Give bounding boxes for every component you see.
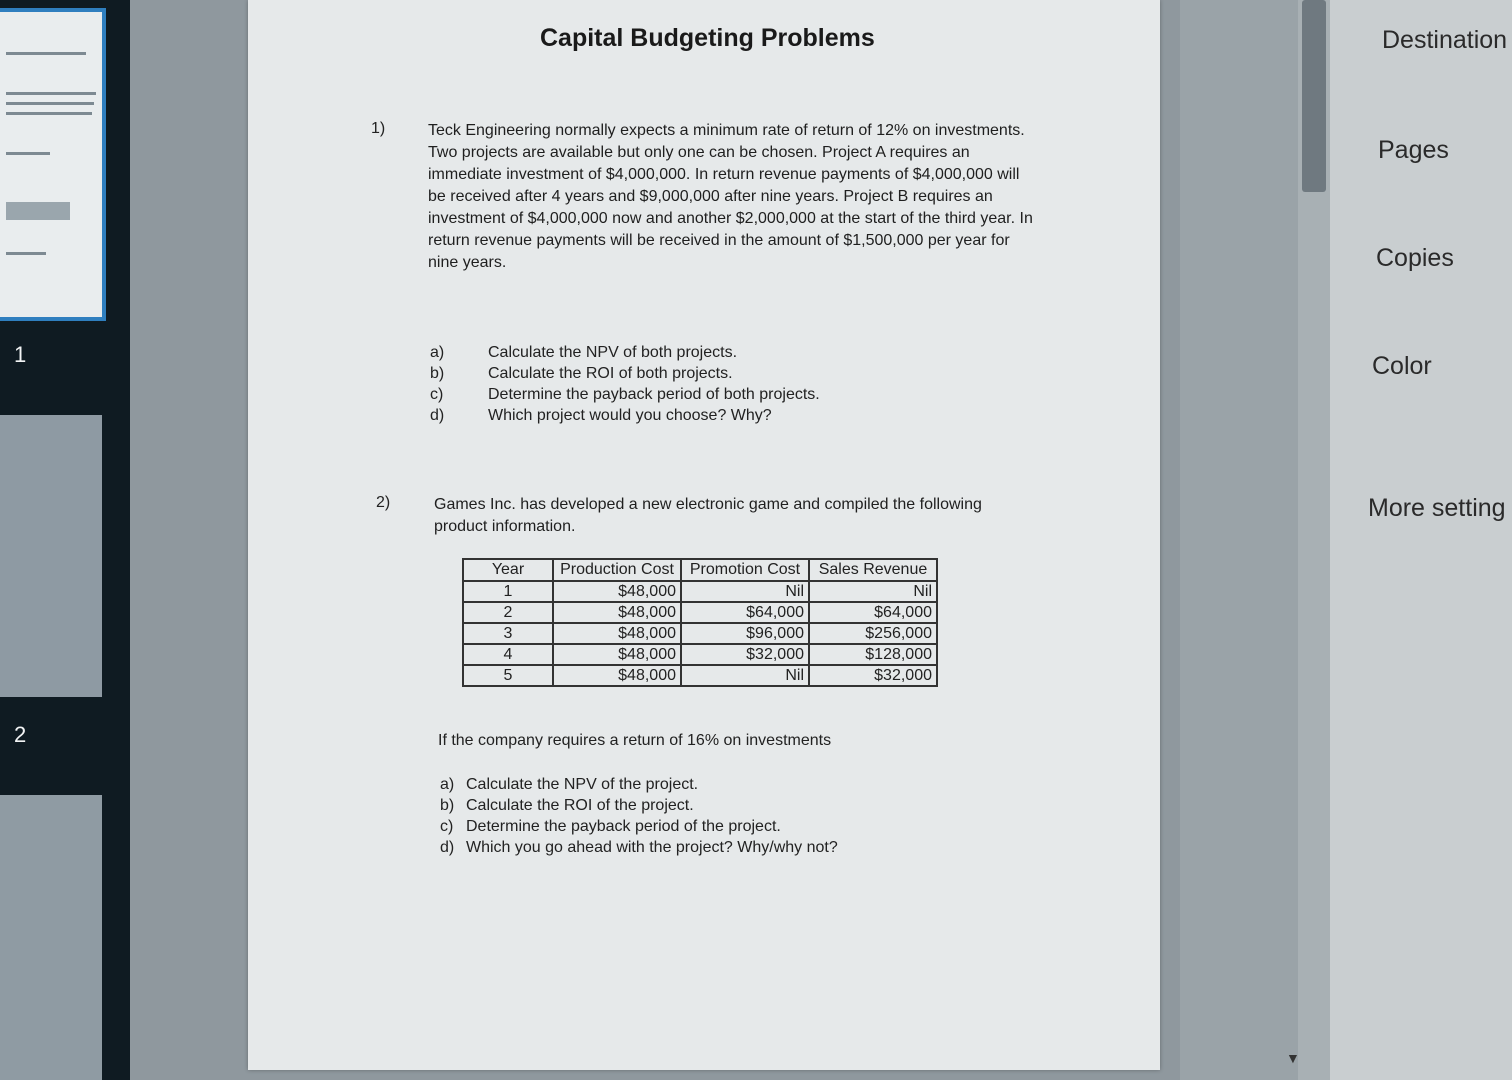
col-header-production-cost: Production Cost: [553, 559, 681, 581]
more-settings-toggle[interactable]: More setting: [1368, 494, 1506, 522]
table-cell: $48,000: [553, 644, 681, 665]
page-thumbnail-3[interactable]: [0, 795, 102, 1080]
thumb-table: [6, 202, 70, 220]
thumb-text-line: [6, 92, 96, 95]
part-text: Which you go ahead with the project? Why/why not?: [466, 839, 838, 856]
table-cell: $128,000: [809, 644, 937, 665]
part-label: b): [440, 797, 455, 814]
destination-setting-label[interactable]: Destination: [1382, 26, 1508, 54]
thumb-text-line: [6, 152, 50, 155]
part-text: Calculate the ROI of the project.: [466, 797, 694, 814]
page-thumbnail-1[interactable]: [0, 8, 106, 321]
list-item: [440, 795, 838, 816]
list-item: [430, 342, 820, 363]
scroll-down-arrow-icon[interactable]: ▼: [1286, 1050, 1300, 1066]
table-cell: $32,000: [681, 644, 809, 665]
part-text: Calculate the ROI of both projects.: [488, 365, 733, 382]
table-cell: Nil: [681, 665, 809, 686]
list-item: [430, 384, 820, 405]
part-text: Calculate the NPV of the project.: [466, 776, 699, 793]
part-label: c): [440, 818, 454, 835]
thumb-text-line: [6, 112, 92, 115]
product-info-table: [462, 558, 938, 687]
list-item: [440, 774, 838, 795]
part-text: Calculate the NPV of both projects.: [488, 344, 738, 361]
table-cell: $64,000: [809, 602, 937, 623]
table-cell: $64,000: [681, 602, 809, 623]
question-1-number: 1): [371, 120, 386, 137]
question-1-text: Teck Engineering normally expects a minimum rate of return of 12% on investments. Two projects are available but only one can be chosen. Project A requires an immediate investment of $4,000,000. In return revenue payments of $4,000,000 will be received after 4 years and $9,000,000 after nine years. Project B requires an investment of $4,000,000 now and another $2,000,000 at the start of the third year. In return revenue payments will be received in the amount of $1,500,000 per year for nine years.: [428, 122, 1033, 271]
part-label: d): [440, 839, 455, 856]
table-cell: 2: [463, 602, 553, 623]
page-thumbnail-strip: [0, 0, 130, 1080]
table-cell: 3: [463, 623, 553, 644]
col-header-year: Year: [463, 559, 553, 581]
table-header-row: [463, 559, 937, 581]
page-number-2: 2: [14, 722, 27, 747]
table-row: [463, 602, 937, 623]
table-cell: $48,000: [553, 623, 681, 644]
table-cell: $48,000: [553, 581, 681, 602]
table-cell: Nil: [809, 581, 937, 602]
preview-scrollbar-thumb[interactable]: [1302, 0, 1326, 192]
page-number-1: 1: [14, 342, 27, 367]
document-page: [248, 0, 1160, 1070]
table-cell: Nil: [681, 581, 809, 602]
list-item: [430, 363, 820, 384]
table-cell: 5: [463, 665, 553, 686]
list-item: [430, 405, 820, 426]
color-setting-label[interactable]: Color: [1372, 352, 1432, 380]
table-row: [463, 665, 937, 686]
part-label: a): [440, 776, 455, 793]
part-label: d): [430, 407, 445, 424]
part-label: b): [430, 365, 445, 382]
table-cell: $48,000: [553, 665, 681, 686]
table-cell: 4: [463, 644, 553, 665]
part-text: Which project would you choose? Why?: [488, 407, 772, 424]
thumb-text-line: [6, 102, 94, 105]
thumb-text-line: [6, 52, 86, 55]
table-row: [463, 581, 937, 602]
col-header-promotion-cost: Promotion Cost: [681, 559, 809, 581]
question-2-requirement: If the company requires a return of 16% on investments: [438, 732, 832, 749]
question-2-text: Games Inc. has developed a new electronic game and compiled the following product information.: [434, 496, 982, 535]
page-thumbnail-2[interactable]: [0, 415, 102, 697]
part-label: c): [430, 386, 444, 403]
document-title: Capital Budgeting Problems: [540, 24, 875, 52]
pages-setting-label[interactable]: Pages: [1378, 136, 1449, 164]
table-cell: $256,000: [809, 623, 937, 644]
list-item: [440, 816, 838, 837]
table-cell: $96,000: [681, 623, 809, 644]
table-cell: $48,000: [553, 602, 681, 623]
copies-setting-label[interactable]: Copies: [1376, 244, 1454, 272]
question-2-parts: [440, 774, 838, 858]
table-row: [463, 644, 937, 665]
question-1-parts: [430, 342, 820, 426]
question-2-number: 2): [376, 494, 391, 511]
table-cell: $32,000: [809, 665, 937, 686]
part-text: Determine the payback period of the project.: [466, 818, 781, 835]
table-cell: 1: [463, 581, 553, 602]
list-item: [440, 837, 838, 858]
table-row: [463, 623, 937, 644]
part-text: Determine the payback period of both projects.: [488, 386, 820, 403]
col-header-sales-revenue: Sales Revenue: [809, 559, 937, 581]
thumb-text-line: [6, 252, 46, 255]
part-label: a): [430, 344, 445, 361]
